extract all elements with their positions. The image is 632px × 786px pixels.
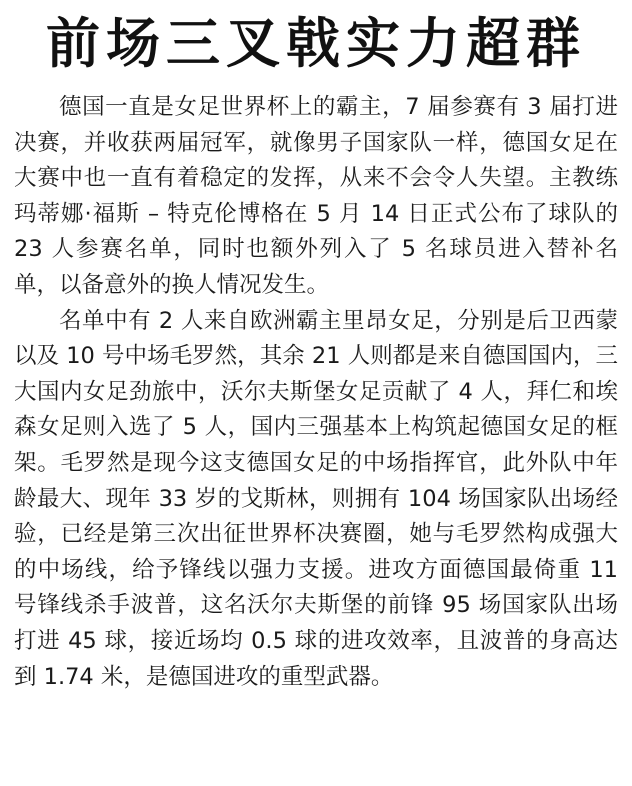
article-headline: 前场三叉戟实力超群 [46, 11, 586, 75]
article-body [14, 90, 618, 695]
article-paragraph-1: 德国一直是女足世界杯上的霸主，7 届参赛有 3 届打进决赛，并收获两届冠军，就像男子国家队一样，德国女足在大赛中也一直有着稳定的发挥，从来不会令人失望。主教练玛蒂娜·福斯 – 特克伦博格在 5 月 14 日正式公布了球队的 23 人参赛名单，同时也额外列入了 5 名球员进入替补名单，以备意外的换人情况发生。 [14, 94, 618, 298]
article-paragraph-2: 名单中有 2 人来自欧洲霸主里昂女足，分别是后卫西蒙以及 10 号中场毛罗然，其余 21 人则都是来自德国国内，三大国内女足劲旅中，沃尔夫斯堡女足贡献了 4 人，拜仁和埃森女足则入选了 5 人，国内三强基本上构筑起德国女足的框架。毛罗然是现今这支德国女足的中场指挥官，此外队中年龄最大、现年 33 岁的戈斯林，则拥有 104 场国家队出场经验，已经是第三次出征世界杯决赛圈，她与毛罗然构成强大的中场线，给予锋线以强力支援。进攻方面德国最倚重 11 号锋线杀手波普，这名沃尔夫斯堡的前锋 95 场国家队出场打进 45 球，接近场均 0.5 球的进攻效率，且波普的身高达到 1.74 米，是德国进攻的重型武器。 [14, 307, 618, 690]
